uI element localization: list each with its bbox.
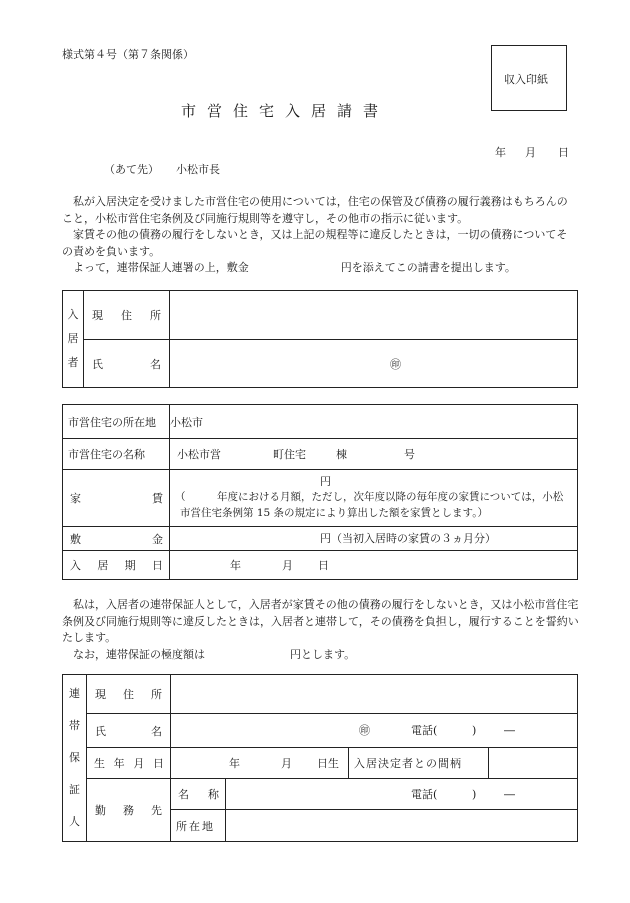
tenant-name-field[interactable] — [170, 340, 578, 388]
workplace-name-field[interactable] — [226, 779, 578, 810]
rent-label: 家 賃 — [63, 470, 170, 527]
tenant-address-label: 現 住 所 — [84, 291, 170, 340]
intro-paragraph-3 — [62, 260, 577, 277]
birth-day: 日生 — [317, 757, 339, 770]
date-day: 日 — [558, 146, 569, 159]
moving-date-field[interactable] — [170, 551, 578, 580]
workplace-name-label: 名 称 — [171, 779, 226, 810]
housing-building-suffix: 棟 — [336, 448, 347, 461]
housing-name-prefix: 小松市営 — [177, 448, 221, 461]
guarantor-phone-dash: ― — [504, 724, 515, 737]
birth-date-field[interactable] — [171, 748, 349, 779]
housing-name-field[interactable] — [170, 439, 578, 470]
birth-month: 月 — [281, 757, 292, 770]
revenue-stamp-box — [491, 45, 567, 111]
guarantor-paragraph-1: 私は，入居者の連帯保証人として，入居者が家賃その他の債務の履行をしないとき，又は小松市営住宅条例及び同施行規則等に違反したときは，入居者と連帯して，その債務を負担し，履行することを誓約いたします。 — [62, 598, 579, 644]
guarantor-phone-close: ) — [472, 724, 477, 737]
date-year: 年 — [495, 146, 506, 159]
rent-note-line-1: （ 年度における月額，ただし，次年度以降の毎年度の家賃については，小松 — [175, 491, 564, 503]
guarantor-seal-mark: ㊞ — [359, 724, 370, 737]
workplace-label: 勤 務 先 — [87, 779, 171, 842]
rent-note-line-2: 市営住宅条例第 15 条の規定により算出した額を家賃とします。） — [180, 507, 488, 519]
form-number: 様式第４号（第７条関係） — [62, 48, 194, 61]
tenant-name-label: 氏 名 — [84, 340, 170, 388]
tenant-table — [62, 290, 578, 388]
workplace-phone-close: ) — [472, 788, 477, 801]
deposit-sentence-end: 円を添えてこの請書を提出します。 — [340, 261, 516, 274]
guarantor-group-label: 連 帯 保 証 人 — [63, 675, 87, 842]
date-month: 月 — [525, 146, 536, 159]
moving-year: 年 — [230, 559, 241, 572]
limit-sentence-end: 円とします。 — [290, 647, 356, 661]
birth-date-label: 生 年 月 日 — [87, 748, 171, 779]
location-value: 小松市 — [170, 415, 203, 429]
birth-year: 年 — [229, 757, 240, 770]
housing-town-suffix: 町住宅 — [273, 448, 306, 461]
tenant-group-label: 入 居 者 — [63, 291, 84, 388]
workplace-phone-dash: ― — [504, 788, 515, 801]
deposit-sentence-start: よって，連帯保証人連署の上，敷金 — [73, 261, 249, 274]
relation-label: 入居決定者との間柄 — [349, 748, 489, 779]
deposit-label: 敷 金 — [63, 527, 170, 551]
moving-day: 日 — [318, 559, 329, 572]
guarantor-address-label: 現 住 所 — [87, 675, 171, 714]
workplace-phone-label: 電話( — [411, 788, 438, 801]
moving-date-label: 入 居 期 日 — [63, 551, 170, 580]
relation-field[interactable] — [489, 748, 578, 779]
deposit-value: 円（当初入居時の家賃の３ヵ月分） — [320, 532, 496, 545]
tenant-address-field[interactable] — [170, 291, 578, 340]
stamp-box-label: 収入印紙 — [504, 73, 548, 86]
location-label: 市営住宅の所在地 — [63, 405, 170, 439]
housing-name-label: 市営住宅の名称 — [63, 439, 170, 470]
guarantor-phone-label: 電話( — [411, 724, 438, 737]
intro-text — [62, 194, 577, 277]
moving-month: 月 — [282, 559, 293, 572]
location-field[interactable] — [170, 405, 578, 439]
rent-field[interactable] — [170, 470, 578, 527]
limit-sentence-start: なお，連帯保証の極度額は — [73, 647, 205, 661]
housing-table — [62, 404, 578, 580]
workplace-address-field[interactable] — [226, 810, 578, 842]
intro-paragraph-1: 私が入居決定を受けました市営住宅の使用については，住宅の保管及び債務の履行義務はもちろんのこと，小松市営住宅条例及び同施行規則等を遵守し，その他市の指示に従います。 — [62, 195, 568, 225]
guarantor-name-field[interactable] — [171, 714, 578, 748]
intro-paragraph-2: 家賃その他の債務の履行をしないとき，又は上記の規程等に違反したときは，一切の債務についてその責めを負います。 — [62, 228, 568, 258]
guarantor-name-label: 氏 名 — [87, 714, 171, 748]
guarantor-text — [62, 597, 582, 663]
housing-number-suffix: 号 — [404, 448, 415, 461]
guarantor-address-field[interactable] — [171, 675, 578, 714]
addressee-prefix: （あて先） — [104, 163, 159, 176]
addressee: 小松市長 — [176, 163, 220, 176]
tenant-seal-mark: ㊞ — [390, 358, 401, 371]
deposit-field[interactable] — [170, 527, 578, 551]
guarantor-paragraph-2 — [62, 647, 582, 664]
workplace-address-label: 所在地 — [171, 810, 226, 842]
rent-yen: 円 — [320, 475, 331, 488]
document-title: 市営住宅入居請書 — [181, 102, 390, 120]
guarantor-table — [62, 674, 578, 842]
